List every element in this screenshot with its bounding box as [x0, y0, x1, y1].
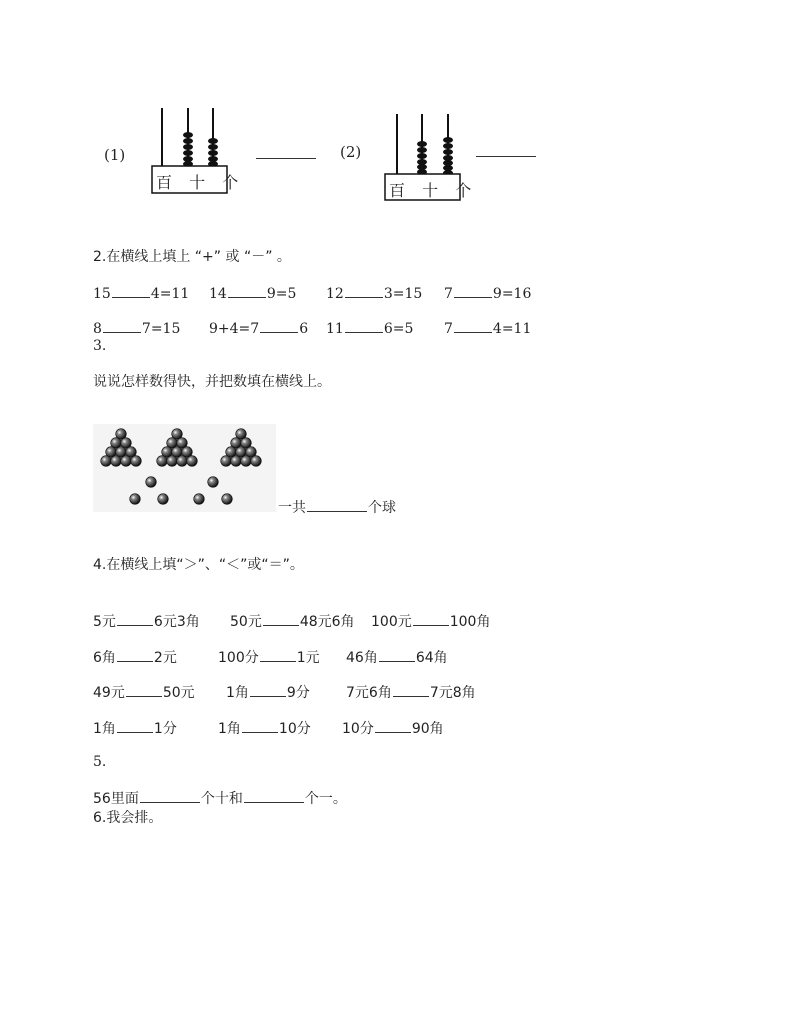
q3-number: 3. — [93, 338, 107, 354]
q2-title: 2.在横线上填上 “+” 或 “－” 。 — [93, 249, 291, 265]
q4-item — [93, 682, 195, 702]
q4-blank[interactable] — [117, 718, 153, 733]
q2-blank[interactable] — [112, 283, 150, 298]
q2-left: 7 — [444, 321, 453, 337]
ball — [130, 494, 141, 505]
q4-left: 49元 — [93, 685, 125, 701]
ball — [251, 456, 262, 467]
q4-left: 100分 — [218, 650, 259, 666]
q4-right: 7元8角 — [429, 685, 476, 701]
q5-line — [93, 788, 347, 808]
q2-right: 7=15 — [141, 321, 181, 337]
ball — [131, 456, 142, 467]
ball — [101, 456, 112, 467]
q2-right: 4=11 — [492, 321, 532, 337]
ball — [121, 456, 132, 467]
q4-item — [93, 611, 200, 631]
q2-left: 12 — [326, 286, 344, 302]
q4-left: 10分 — [342, 721, 374, 737]
balls-group — [101, 429, 262, 505]
q2-left: 14 — [209, 286, 227, 302]
q2-item — [326, 318, 413, 337]
q4-blank[interactable] — [117, 647, 153, 662]
q5-prefix: 56里面 — [93, 791, 139, 807]
q4-item — [230, 611, 355, 631]
q4-item — [346, 682, 476, 702]
q2-item — [209, 318, 308, 337]
q4-right: 64角 — [415, 650, 448, 666]
q4-right: 1元 — [296, 650, 320, 666]
abacus-1-tens-label: 十 — [189, 173, 209, 192]
q4-blank[interactable] — [413, 611, 449, 626]
q4-right: 6元3角 — [153, 614, 200, 630]
q4-item — [342, 718, 444, 738]
q4-blank[interactable] — [117, 611, 153, 626]
abacus-2-tens-beads — [417, 141, 427, 175]
q4-right: 9分 — [286, 685, 310, 701]
ball — [158, 494, 169, 505]
ball — [146, 477, 157, 488]
q2-left: 7 — [444, 286, 453, 302]
q4-right: 50元 — [162, 685, 195, 701]
q6-title: 6.我会排。 — [93, 810, 163, 826]
q4-left: 6角 — [93, 650, 116, 666]
q2-item — [444, 283, 531, 302]
q3-instruction: 说说怎样数得快，并把数填在横线上。 — [93, 374, 331, 390]
ball-picture — [93, 424, 276, 512]
q2-blank[interactable] — [345, 283, 383, 298]
ball — [167, 456, 178, 467]
abacus-2-hundreds-label: 百 — [389, 181, 409, 200]
q5-number: 5. — [93, 754, 107, 770]
q2-right: 6 — [299, 321, 309, 337]
q4-left: 1角 — [218, 721, 241, 737]
q4-right: 48元6角 — [299, 614, 355, 630]
q4-right: 2元 — [153, 650, 177, 666]
q4-left: 5元 — [93, 614, 116, 630]
q2-left: 9+4=7 — [209, 321, 260, 337]
q1-item2-label: (2) — [340, 143, 362, 161]
q1-item1-label: (1) — [104, 146, 126, 164]
q4-blank[interactable] — [263, 611, 299, 626]
q4-blank[interactable] — [375, 718, 411, 733]
q2-right: 3=15 — [383, 286, 423, 302]
ball — [208, 477, 219, 488]
ball — [111, 456, 122, 467]
q2-blank[interactable] — [260, 318, 298, 333]
q4-item — [218, 647, 320, 667]
q1-item1-answer-blank[interactable] — [256, 158, 316, 159]
q4-item — [371, 611, 490, 631]
q2-right: 9=16 — [492, 286, 532, 302]
q4-right: 10分 — [278, 721, 311, 737]
q4-left: 100元 — [371, 614, 412, 630]
q4-blank[interactable] — [379, 647, 415, 662]
q4-item — [93, 718, 177, 738]
q2-left: 8 — [93, 321, 102, 337]
q4-title: 4.在横线上填“＞”、“＜”或“＝”。 — [93, 557, 304, 573]
q4-right: 100角 — [449, 614, 491, 630]
abacus-2-ones-beads — [443, 137, 453, 176]
q2-item — [93, 283, 189, 302]
ball — [221, 456, 232, 467]
q4-blank[interactable] — [250, 682, 286, 697]
q4-left: 1角 — [93, 721, 116, 737]
abacus-1-ones-beads — [208, 138, 218, 167]
ball — [177, 456, 188, 467]
q2-right: 9=5 — [266, 286, 297, 302]
q2-blank[interactable] — [454, 283, 492, 298]
abacus-1 — [150, 106, 242, 196]
q4-blank[interactable] — [126, 682, 162, 697]
q2-blank[interactable] — [345, 318, 383, 333]
abacus-2 — [383, 112, 475, 202]
q4-right: 90角 — [411, 721, 444, 737]
q3-total-prefix: 一共 — [278, 500, 306, 516]
q2-blank[interactable] — [103, 318, 141, 333]
q5-suffix: 个一。 — [304, 791, 347, 807]
q5-tens-blank[interactable] — [140, 788, 200, 803]
q2-item — [444, 318, 531, 337]
q3-total-line — [278, 497, 396, 517]
q4-blank[interactable] — [393, 682, 429, 697]
ball — [157, 456, 168, 467]
q4-item — [93, 647, 177, 667]
ball — [222, 494, 233, 505]
q3-total-suffix: 个球 — [368, 500, 396, 516]
abacus-1-ones-label: 个 — [222, 173, 242, 192]
abacus-1-tens-beads — [183, 132, 193, 167]
q4-item — [226, 682, 310, 702]
q5-ones-blank[interactable] — [244, 788, 304, 803]
q2-left: 15 — [93, 286, 111, 302]
q4-right: 1分 — [153, 721, 177, 737]
q4-item — [218, 718, 311, 738]
ball — [187, 456, 198, 467]
q4-item — [346, 647, 448, 667]
abacus-2-ones-label: 个 — [455, 181, 475, 200]
q5-middle: 个十和 — [200, 791, 243, 807]
ball — [194, 494, 205, 505]
q2-blank[interactable] — [454, 318, 492, 333]
q4-blank[interactable] — [242, 718, 278, 733]
ball — [241, 456, 252, 467]
abacus-1-hundreds-label: 百 — [156, 173, 176, 192]
q2-right: 6=5 — [383, 321, 414, 337]
q3-total-blank[interactable] — [307, 497, 367, 512]
q4-blank[interactable] — [260, 647, 296, 662]
q2-item — [326, 283, 422, 302]
q2-item — [93, 318, 180, 337]
q4-left: 46角 — [346, 650, 378, 666]
q2-right: 4=11 — [150, 286, 190, 302]
q2-left: 11 — [326, 321, 344, 337]
ball — [231, 456, 242, 467]
q2-blank[interactable] — [228, 283, 266, 298]
abacus-2-tens-label: 十 — [422, 181, 442, 200]
q4-left: 7元6角 — [346, 685, 392, 701]
q4-left: 50元 — [230, 614, 262, 630]
q1-item2-answer-blank[interactable] — [476, 156, 536, 157]
q2-item — [209, 283, 296, 302]
q4-left: 1角 — [226, 685, 249, 701]
